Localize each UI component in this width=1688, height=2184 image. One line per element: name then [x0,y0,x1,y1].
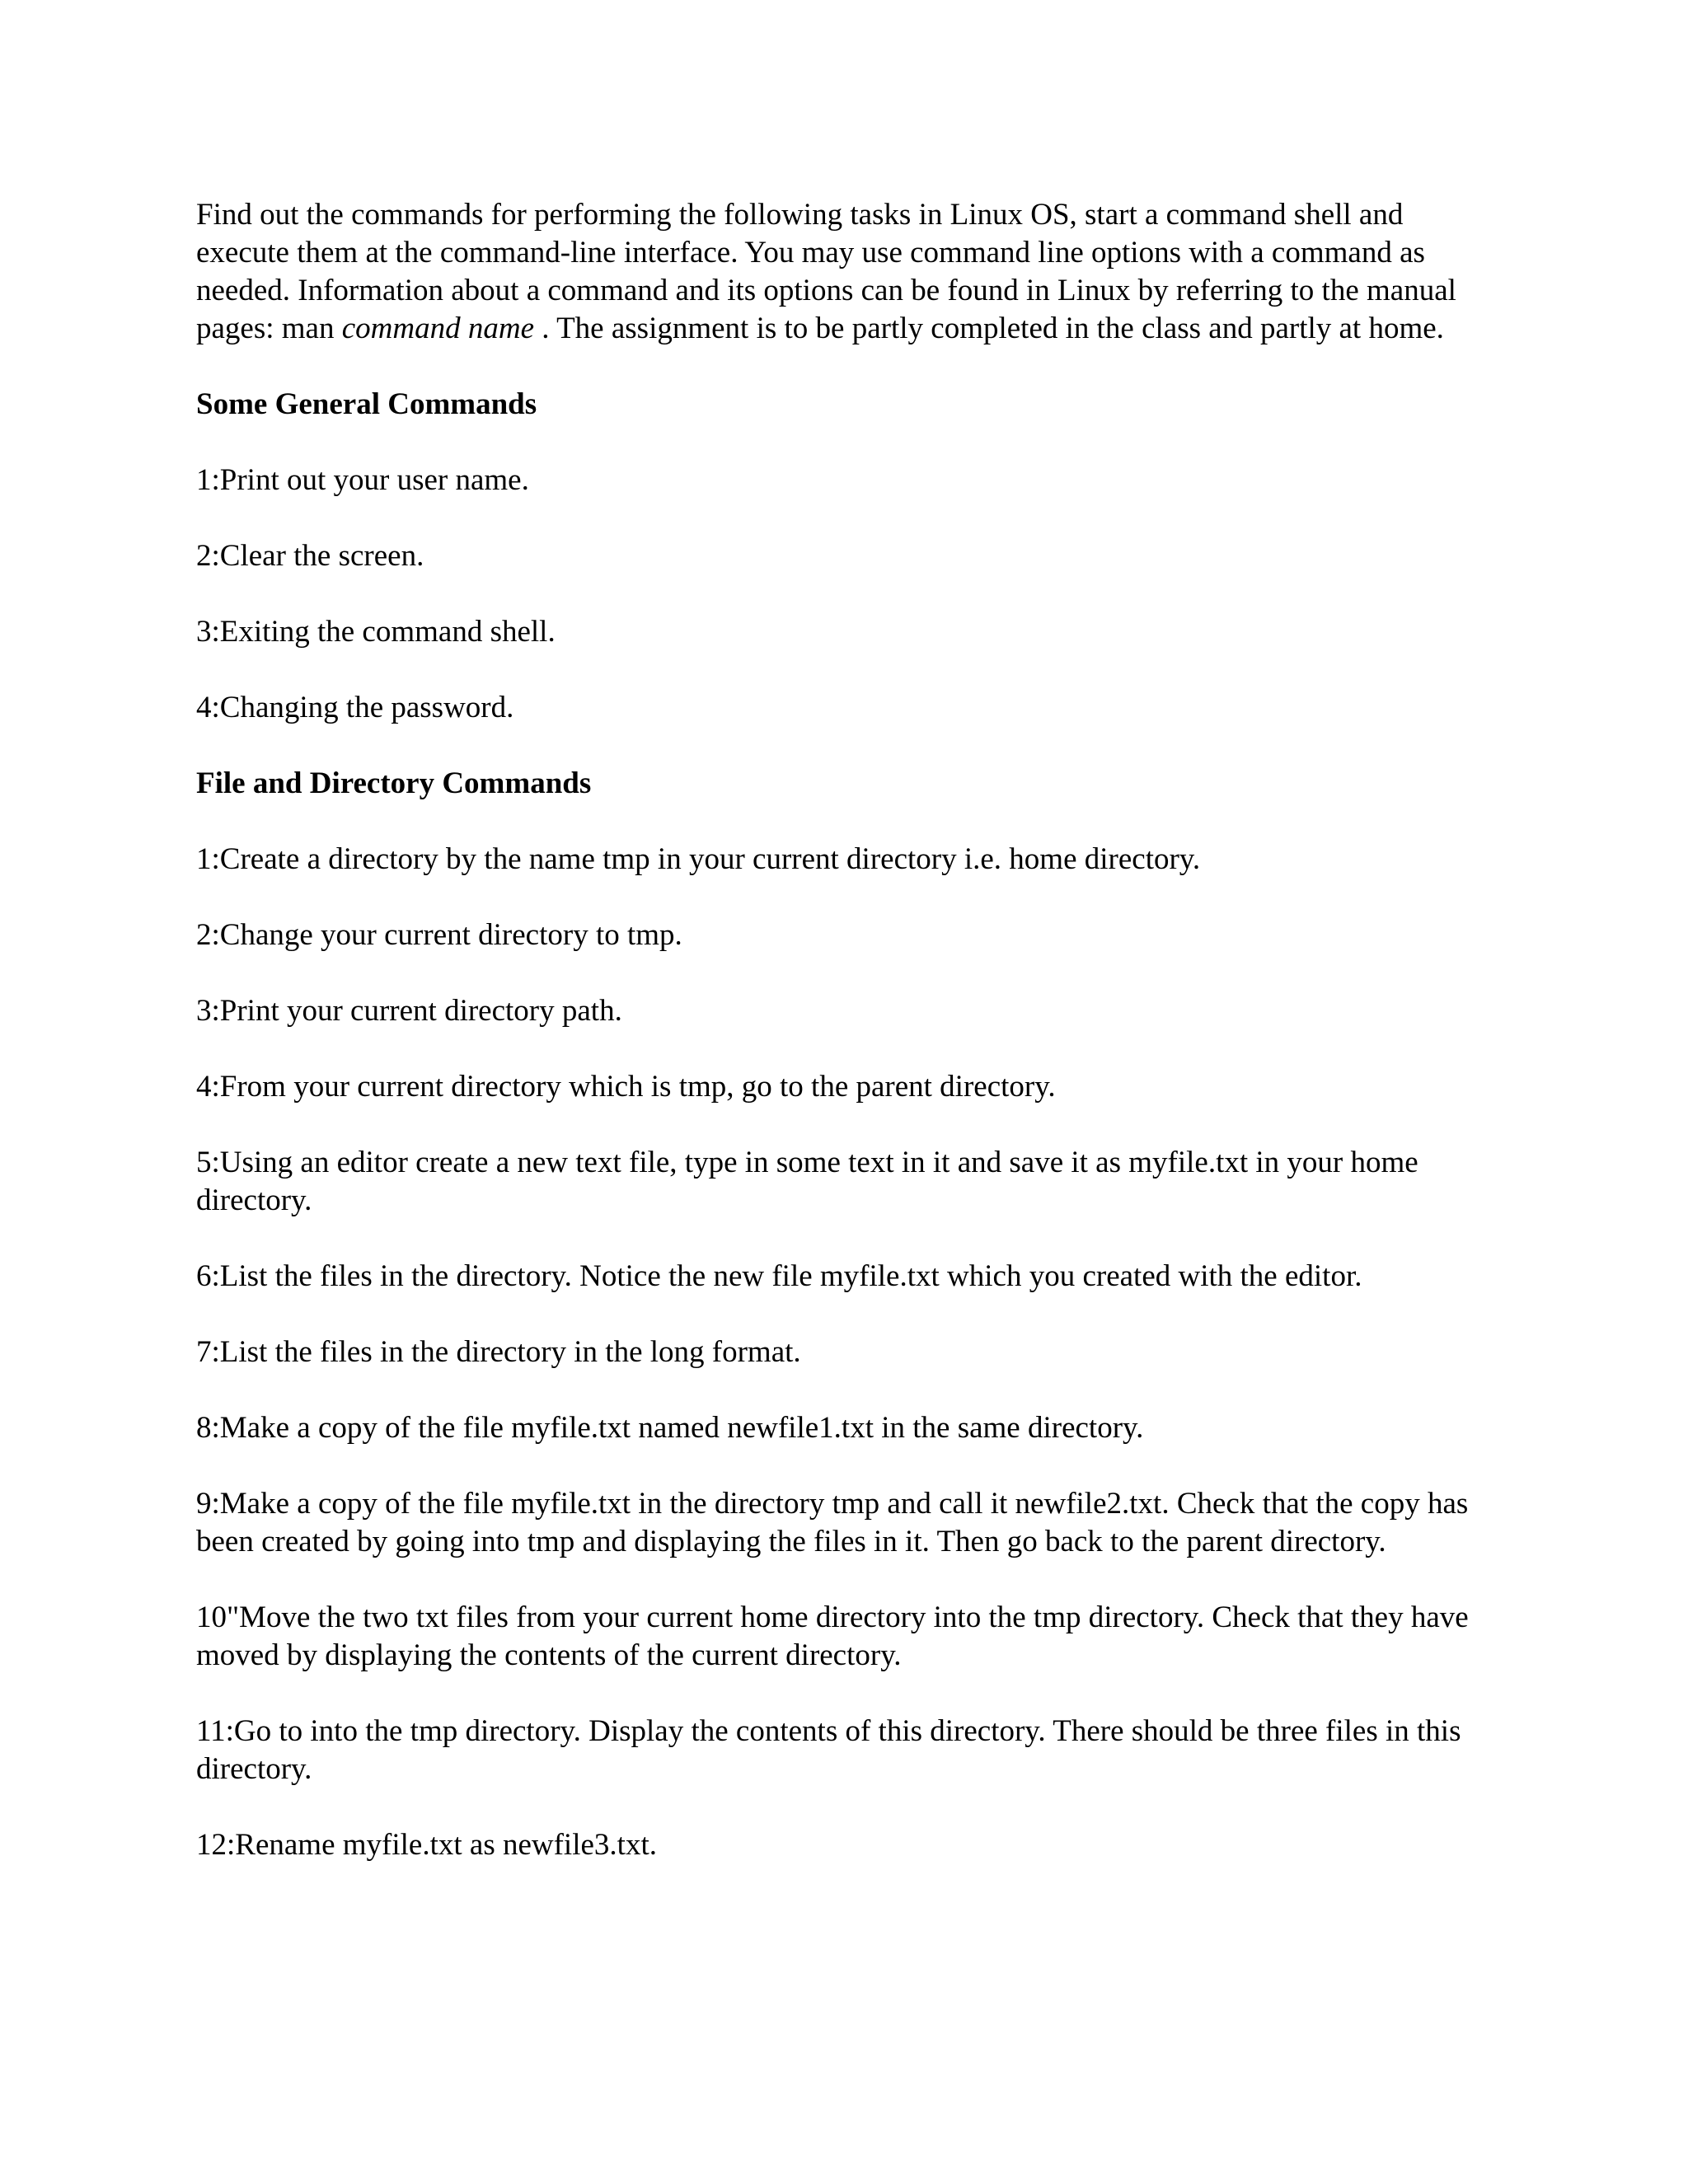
general-item-4: 4:Changing the password. [196,691,514,724]
intro-paragraph [196,196,1498,348]
file-item-1: 1:Create a directory by the name tmp in your current directory i.e. home directory. [196,842,1201,876]
file-item-9: 9:Make a copy of the file myfile.txt in the directory tmp and call it newfile2.txt. Check that the copy has been created by going into tmp and displaying the files in it. Then go back to the parent directory. [196,1487,1469,1558]
file-item-2: 2:Change your current directory to tmp. [196,918,682,952]
file-item-3: 3:Print your current directory path. [196,994,622,1028]
general-item-2: 2:Clear the screen. [196,539,424,573]
file-item-5: 5:Using an editor create a new text file, type in some text in it and save it as myfile.txt in your home directory. [196,1146,1418,1217]
file-item-7: 7:List the files in the directory in the long format. [196,1335,801,1369]
general-item-1: 1:Print out your user name. [196,463,529,497]
intro-text-end: . The assignment is to be partly completed in the class and partly at home. [534,312,1444,345]
section-heading-general: Some General Commands [196,387,537,421]
document-body [196,196,1498,1902]
file-item-6: 6:List the files in the directory. Notice the new file myfile.txt which you created with the editor. [196,1259,1362,1293]
file-item-11: 11:Go to into the tmp directory. Display the contents of this directory. There should be three files in this directory. [196,1714,1461,1786]
file-item-10: 10"Move the two txt files from your current home directory into the tmp directory. Check that they have moved by displaying the contents of the current directory. [196,1601,1469,1672]
intro-italic-command-name: command name [341,312,534,345]
file-item-12: 12:Rename myfile.txt as newfile3.txt. [196,1828,657,1862]
general-item-3: 3:Exiting the command shell. [196,615,556,649]
file-item-8: 8:Make a copy of the file myfile.txt named newfile1.txt in the same directory. [196,1411,1144,1445]
file-item-4: 4:From your current directory which is tmp, go to the parent directory. [196,1070,1056,1104]
section-heading-file-directory: File and Directory Commands [196,766,592,800]
intro-text: Find out the commands for performing the following tasks in Linux OS, start a command shell and execute them at the command-line interface. You may use command line options with a command as needed. Information about a command and its options can be found in Linux by referring to the manual pages: man [196,198,1456,345]
